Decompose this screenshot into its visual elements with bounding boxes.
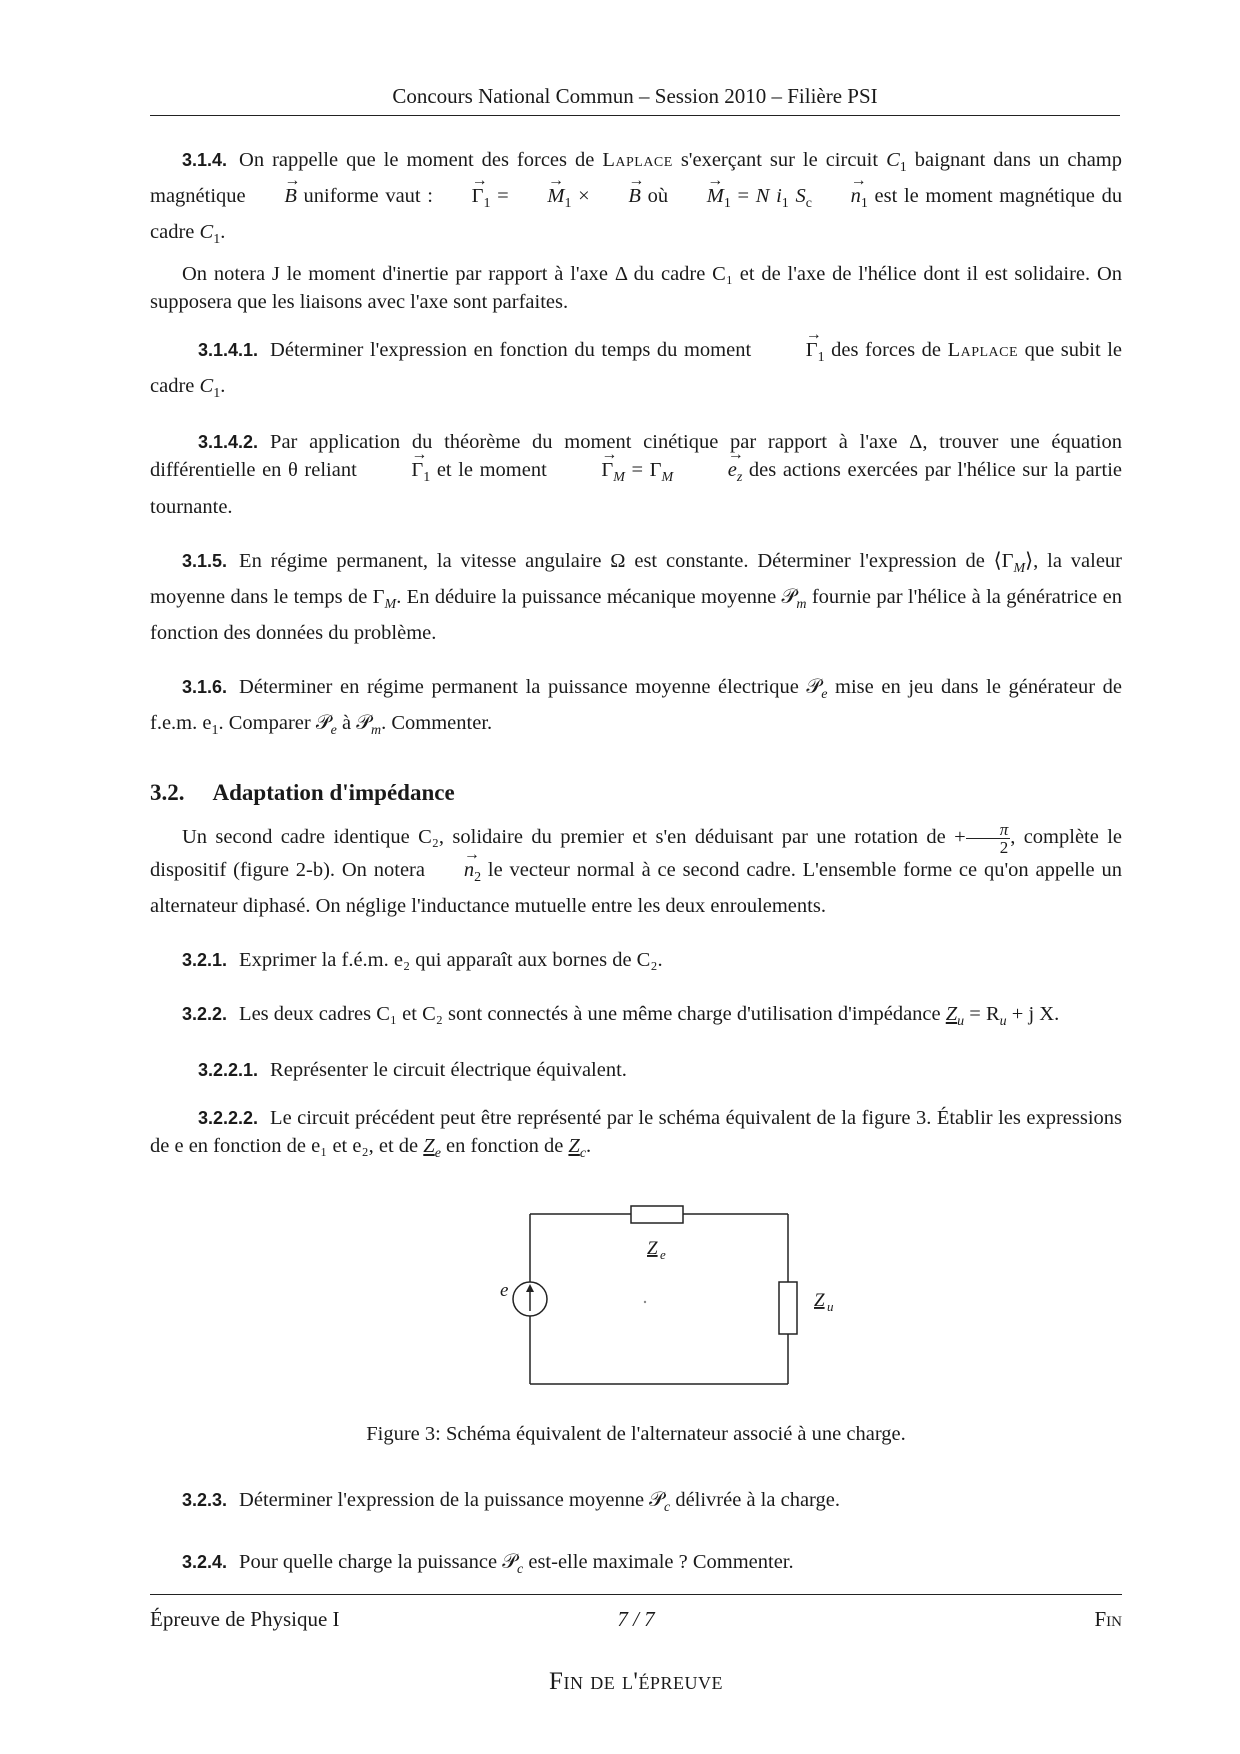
label-ze-sub: e	[660, 1247, 666, 1263]
center-dot	[644, 1301, 646, 1303]
page-header	[150, 84, 1120, 116]
label-e: e	[500, 1280, 509, 1302]
figure-3-caption: Figure 3: Schéma équivalent de l'alternateur associé à une charge.	[366, 1423, 906, 1446]
question-3-2-4: 3.2.4. Pour quelle charge la puissance 𝒫$_c$ est-elle maximale ? Commenter.	[182, 1551, 794, 1578]
circuit-diagram	[150, 1190, 1122, 1410]
source-arrow-icon	[526, 1284, 534, 1292]
question-3-1-4-note: On notera J le moment d'inertie par rapport à l'axe Δ du cadre C₁ et de l'axe de l'hélice dont il est solidaire. On supposera que les liaisons avec l'axe sont parfaites.	[150, 263, 1122, 314]
question-3-2-1: 3.2.1. Exprimer la f.é.m. e₂ qui apparaît aux bornes de C₂.	[182, 949, 663, 972]
question-3-1-4-1: 3.1.4.1. Déterminer l'expression en fonction du temps du moment → $\Gamma_1$ des forces de Laplace que subit le cadre $C_1$.	[150, 336, 1122, 408]
header-title: Concours National Commun – Session 2010 – Filière PSI	[392, 84, 878, 108]
impedance-ze	[631, 1206, 683, 1223]
question-3-1-4-2: 3.1.4.2. Par application du théorème du moment cinétique par rapport à l'axe Δ, trouver une équation différentielle en θ reliant → $\Gamma_1$ et le moment → $\Gamma_M = \Gamma_M \to e_z$ des actions exercées par l'hélice sur la partie tournante.	[150, 428, 1122, 520]
question-3-1-5: 3.1.5. En régime permanent, la vitesse angulaire Ω est constante. Déterminer l'expression de $⟨\Gamma_M⟩$, la valeur moyenne dans le temps de $\Gamma_M$. En déduire la puissance mécanique moyenne 𝒫$_m$ fournie par l'hélice à la génératrice en fonction des données du problème.	[150, 549, 1122, 644]
question-3-2-2-2: 3.2.2.2. Le circuit précédent peut être représenté par le schéma équivalent de la figure 3. Établir les expressions de e en fonction de e₁ et e₂, et de $Z_e$ en fonction de $Z_c$.	[150, 1107, 1122, 1162]
footer-exam-name: Épreuve de Physique I	[150, 1607, 340, 1631]
footer-end-label: Fin	[1094, 1607, 1122, 1631]
page-content	[150, 146, 1122, 1696]
impedance-zu	[779, 1282, 797, 1334]
section-3-2-intro: Un second cadre identique C₂, solidaire du premier et s'en déduisant par une rotation de + $\frac{\pi}{2}$ , complète le dispositif (figure 2-b). On notera → $n_2$ le vecteur normal à ce second cadre. L'ensemble forme ce qu'on appelle un alternateur diphasé. On néglige l'inductance mutuelle entre les deux enroulements.	[150, 821, 1122, 920]
question-3-1-6: 3.1.6. Déterminer en régime permanent la puissance moyenne électrique 𝒫$_e$ mise en jeu dans le générateur de f.e.m. $e_1$. Comparer 𝒫$_e$ à 𝒫$_m$. Commenter.	[150, 675, 1122, 738]
section-3-2-title: 3.2. Adaptation d'impédance	[150, 779, 455, 805]
question-3-2-3: 3.2.3. Déterminer l'expression de la puissance moyenne 𝒫$_c$ délivrée à la charge.	[182, 1489, 840, 1516]
figure-3	[150, 1190, 1122, 1410]
fraction-pi-over-2: $\frac{\pi}{2}$	[966, 821, 1011, 856]
end-of-exam-title: Fin de l'épreuve	[549, 1668, 723, 1696]
question-3-1-4: 3.1.4. On rappelle que le moment des forces de Laplace s'exerçant sur le circuit $C_1$ baignant dans un champ magnétique → B uniforme vaut : → $\Gamma_1$ = → $M_1$ × → B où → $M_1 = N$ $i_1$ $S_c \to n_1$ est le moment magnétique du cadre $C_1$.	[150, 146, 1122, 254]
footer-page-number: 7 / 7	[617, 1607, 655, 1631]
question-3-2-2-1: 3.2.2.1. Représenter le circuit électrique équivalent.	[198, 1059, 627, 1082]
label-zu-sub: u	[827, 1299, 834, 1315]
page-footer	[150, 1594, 1122, 1631]
label-zu: Z	[814, 1290, 825, 1312]
question-3-2-2: 3.2.2. Les deux cadres C₁ et C₂ sont connectés à une même charge d'utilisation d'impédance $Z_u = R_u + j$ X.	[182, 1003, 1060, 1030]
label-ze: Z	[647, 1238, 658, 1260]
